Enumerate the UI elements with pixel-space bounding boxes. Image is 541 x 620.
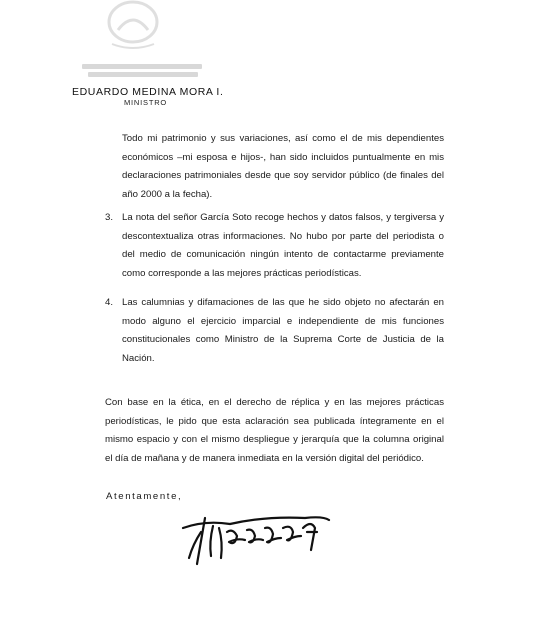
faint-letterhead-line xyxy=(82,64,202,69)
item-text: Las calumnias y difamaciones de las que he sido objeto no afectarán en modo alguno el ejercicio imparcial e independiente de mis funciones constitucionales como Ministro de la Suprema Corte de Justicia de la Nación. xyxy=(122,297,444,364)
item-text: La nota del señor García Soto recoge hechos y datos falsos, y tergiversa y descontextualiza otras informaciones. No hubo por parte del periodista o del medio de comunicación ningún intento de contactarme previamente como corresponde a las mejores prácticas periodísticas. xyxy=(122,212,444,279)
request-paragraph: Con base en la ética, en el derecho de réplica y en las mejores prácticas periodísticas, le pido que esta aclaración sea publicada íntegramente en el mismo espacio y con el mismo despliegue y jerarquía que la columna original el día de mañana y de manera inmediata en la versión digital del periódico. xyxy=(105,397,444,464)
faint-letterhead-line xyxy=(88,72,198,77)
letterhead-name: EDUARDO MEDINA MORA I. xyxy=(72,86,224,98)
item-number: 3. xyxy=(105,212,114,223)
letterhead-title: MINISTRO xyxy=(124,98,168,107)
closing-salutation: Atentamente, xyxy=(106,491,183,502)
handwritten-signature xyxy=(175,498,335,570)
intro-paragraph: Todo mi patrimonio y sus variaciones, así como el de mis dependientes económicos –mi esposa e hijos-, han sido incluidos puntualmente en mis declaraciones patrimoniales desde que soy servidor público (de finales del año 2000 a la fecha). xyxy=(122,133,444,200)
item-number: 4. xyxy=(105,297,114,308)
coat-of-arms-seal xyxy=(98,0,168,52)
